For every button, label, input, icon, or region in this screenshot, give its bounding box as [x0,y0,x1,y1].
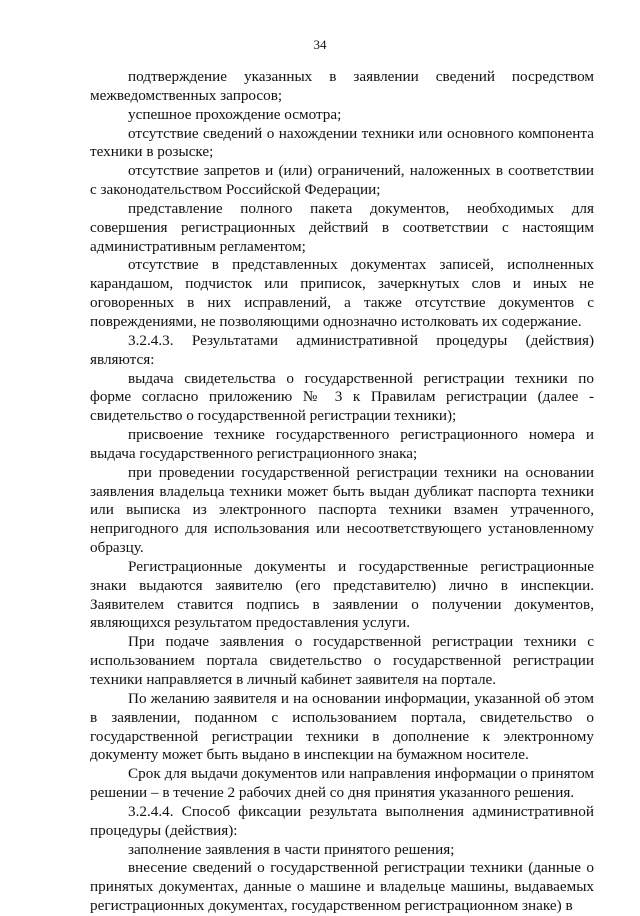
paragraph-1: подтверждение указанных в заявлении сведений посредством межведомственных запросов; [90,68,594,104]
paragraph-8: выдача свидетельства о государственной регистрации техники по форме согласно приложению № 3 к Правилам регистрации (далее - свидетельство о государственной регистрации техники); [90,369,594,425]
paragraph-10: при проведении государственной регистрации техники на основании заявления владельца техники может быть выдан дубликат паспорта техники или выписка из электронного паспорта техники взамен утраченного, непригодного для использования или несоответствующего установленному образцу. [90,463,594,557]
paragraph-12: При подаче заявления о государственной регистрации техники с использованием портала свидетельство о государственной регистрации техники направляется в личный кабинет заявителя на портале. [90,633,594,688]
paragraph-11: Регистрационные документы и государственные регистрационные знаки выдаются заявителю (его представителю) лично в инспекции. Заявителем ставится подпись в заявлении о получении документов, являющихся результатом предоставления услуги. [90,557,594,632]
paragraph-17: внесение сведений о государственной регистрации техники (данные о принятых документах, данные о машине и владельце машины, выдаваемых регистрационных документах, государственном регистрационном знаке) в [90,859,594,915]
paragraph-13: По желанию заявителя и на основании информации, указанной об этом в заявлении, поданном с использованием портала, свидетельство о государственной регистрации техники в дополнение к электронному документу может быть выдано в инспекции на бумажном носителе. [90,689,594,764]
paragraph-2: успешное прохождение осмотра; [128,105,342,123]
paragraph-9: присвоение технике государственного регистрационного номера и выдача государственного регистрационного знака; [90,426,594,462]
section-3-2-4-4-heading: 3.2.4.4. Способ фиксации результата выполнения административной процедуры (действия): [90,802,594,839]
paragraph-6: отсутствие в представленных документах записей, исполненных карандашом, подчисток или приписок, зачеркнутых слов и иных не оговоренных в них исправлений, а также отсутствие документов с повреждениями, не позволяющими однозначно истолковать их содержание. [90,256,594,330]
document-body [90,68,594,916]
paragraph-14: Срок для выдачи документов или направления информации о принятом решении – в течение 2 рабочих дней со дня принятия указанного решения. [90,765,594,802]
paragraph-3: отсутствие сведений о нахождении техники или основного компонента техники в розыске; [90,124,594,161]
paragraph-4: отсутствие запретов и (или) ограничений, наложенных в соответствии с законодательством Российской Федерации; [90,162,594,199]
paragraph-16: заполнение заявления в части принятого решения; [128,840,455,858]
page-number: 34 [313,37,327,52]
section-3-2-4-3-heading: 3.2.4.3. Результатами административной процедуры (действия) являются: [90,331,594,368]
paragraph-5: представление полного пакета документов, необходимых для совершения регистрационных действий в соответствии с настоящим административным регламентом; [90,199,594,255]
